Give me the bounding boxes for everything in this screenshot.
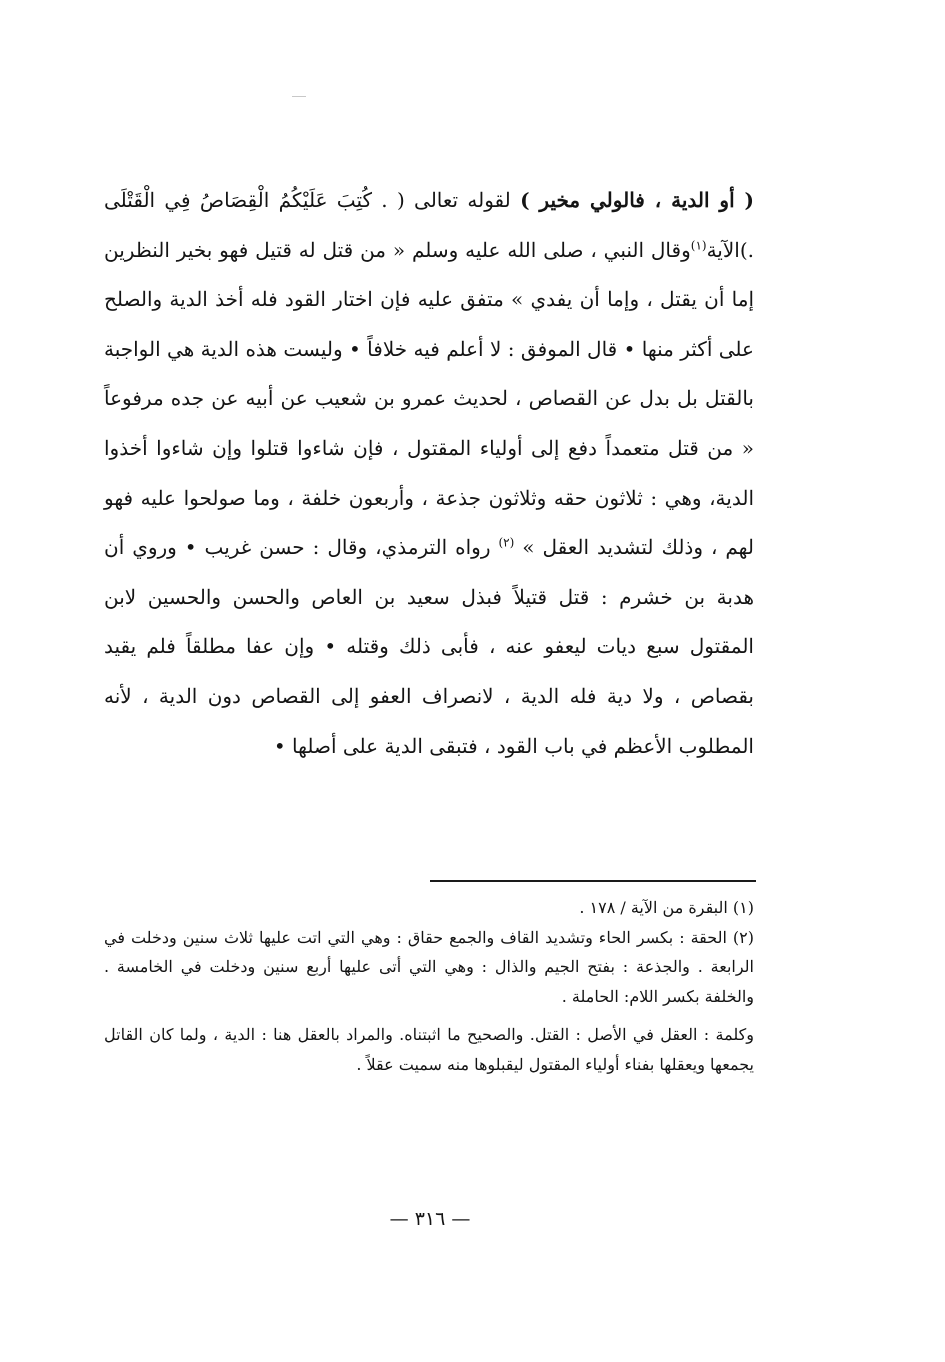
text-segment-1: لقوله تعالى ( . xyxy=(372,188,521,212)
footnote-divider xyxy=(430,880,756,882)
scan-mark xyxy=(292,96,306,97)
footnote-2: (٢) الحقة : بكسر الحاء وتشديد القاف والجمع حقاق : وهي التي اتت عليها ثلاث سنين ودخلت في الرابعة . والجذعة : بفتح الجيم والذال : وهي التي أتى عليها أربع سنين ودخلت في الخامسة . والخلفة بكسر اللام: الحاملة . xyxy=(104,927,754,1006)
footnote-3: وكلمة : العقل في الأصل : القتل. والصحيح ما اثبتناه. والمراد بالعقل هنا : الدية ، ولما كان القاتل يجمعها ويعقلها بفناء أولياء المقتول ليقبلوها منه سميت عقلاً . xyxy=(104,1025,754,1074)
main-text xyxy=(104,176,754,771)
footnote-ref-2: (٢) xyxy=(498,535,515,550)
footnotes xyxy=(104,893,754,1079)
text-segment-3: وقال النبي ، صلى الله عليه وسلم « من قتل له قتيل فهو بخير النظرين إما أن يقتل ، وإما أن يفدي » متفق عليه فإن اختار القود فله أخذ الدية والصلح على أكثر منها • قال الموفق : لا أعلم فيه خلافاً • وليست هذه الدية هي الواجبة بالقتل بل بدل عن القصاص ، لحديث عمرو بن شعيب عن أبيه عن جده مرفوعاً « من قتل متعمداً دفع إلى أولياء المقتول ، فإن شاءوا قتلوا وإن شاءوا أخذوا الدية، وهي : ثلاثون حقه وثلاثون جذعة ، وأربعون خلفة ، وما صولحوا عليه فهو لهم ، وذلك لتشديد العقل » xyxy=(104,237,754,560)
footnote-1: (١) البقرة من الآية / ١٧٨ . xyxy=(579,898,754,917)
text-segment-2: .)الآية xyxy=(706,237,754,262)
lead-phrase: ( أو الدية ، فالولي مخير ) xyxy=(520,188,754,212)
footnote-ref-1: (١) xyxy=(690,237,707,252)
text-segment-4: رواه الترمذي، وقال : حسن غريب • وروي أن هدبة بن خشرم : قتل قتيلاً فبذل سعيد بن العاص والحسن والحسين لابن المقتول سبع ديات ليعفو عنه ، فأبى ذلك وقتله • وإن عفا مطلقاً فلم يقيد بقصاص ، ولا دية فله الدية ، لانصراف العفو إلى القصاص دون الدية ، لأنه المطلوب الأعظم في باب القود ، فتبقى الدية على أصلها • xyxy=(104,535,754,758)
page-number: — ٣١٦ — xyxy=(389,1208,471,1230)
quran-verse: كُتِبَ عَلَيْكُمُ الْقِصَاصُ فِي الْقَتْلَى xyxy=(104,188,373,212)
